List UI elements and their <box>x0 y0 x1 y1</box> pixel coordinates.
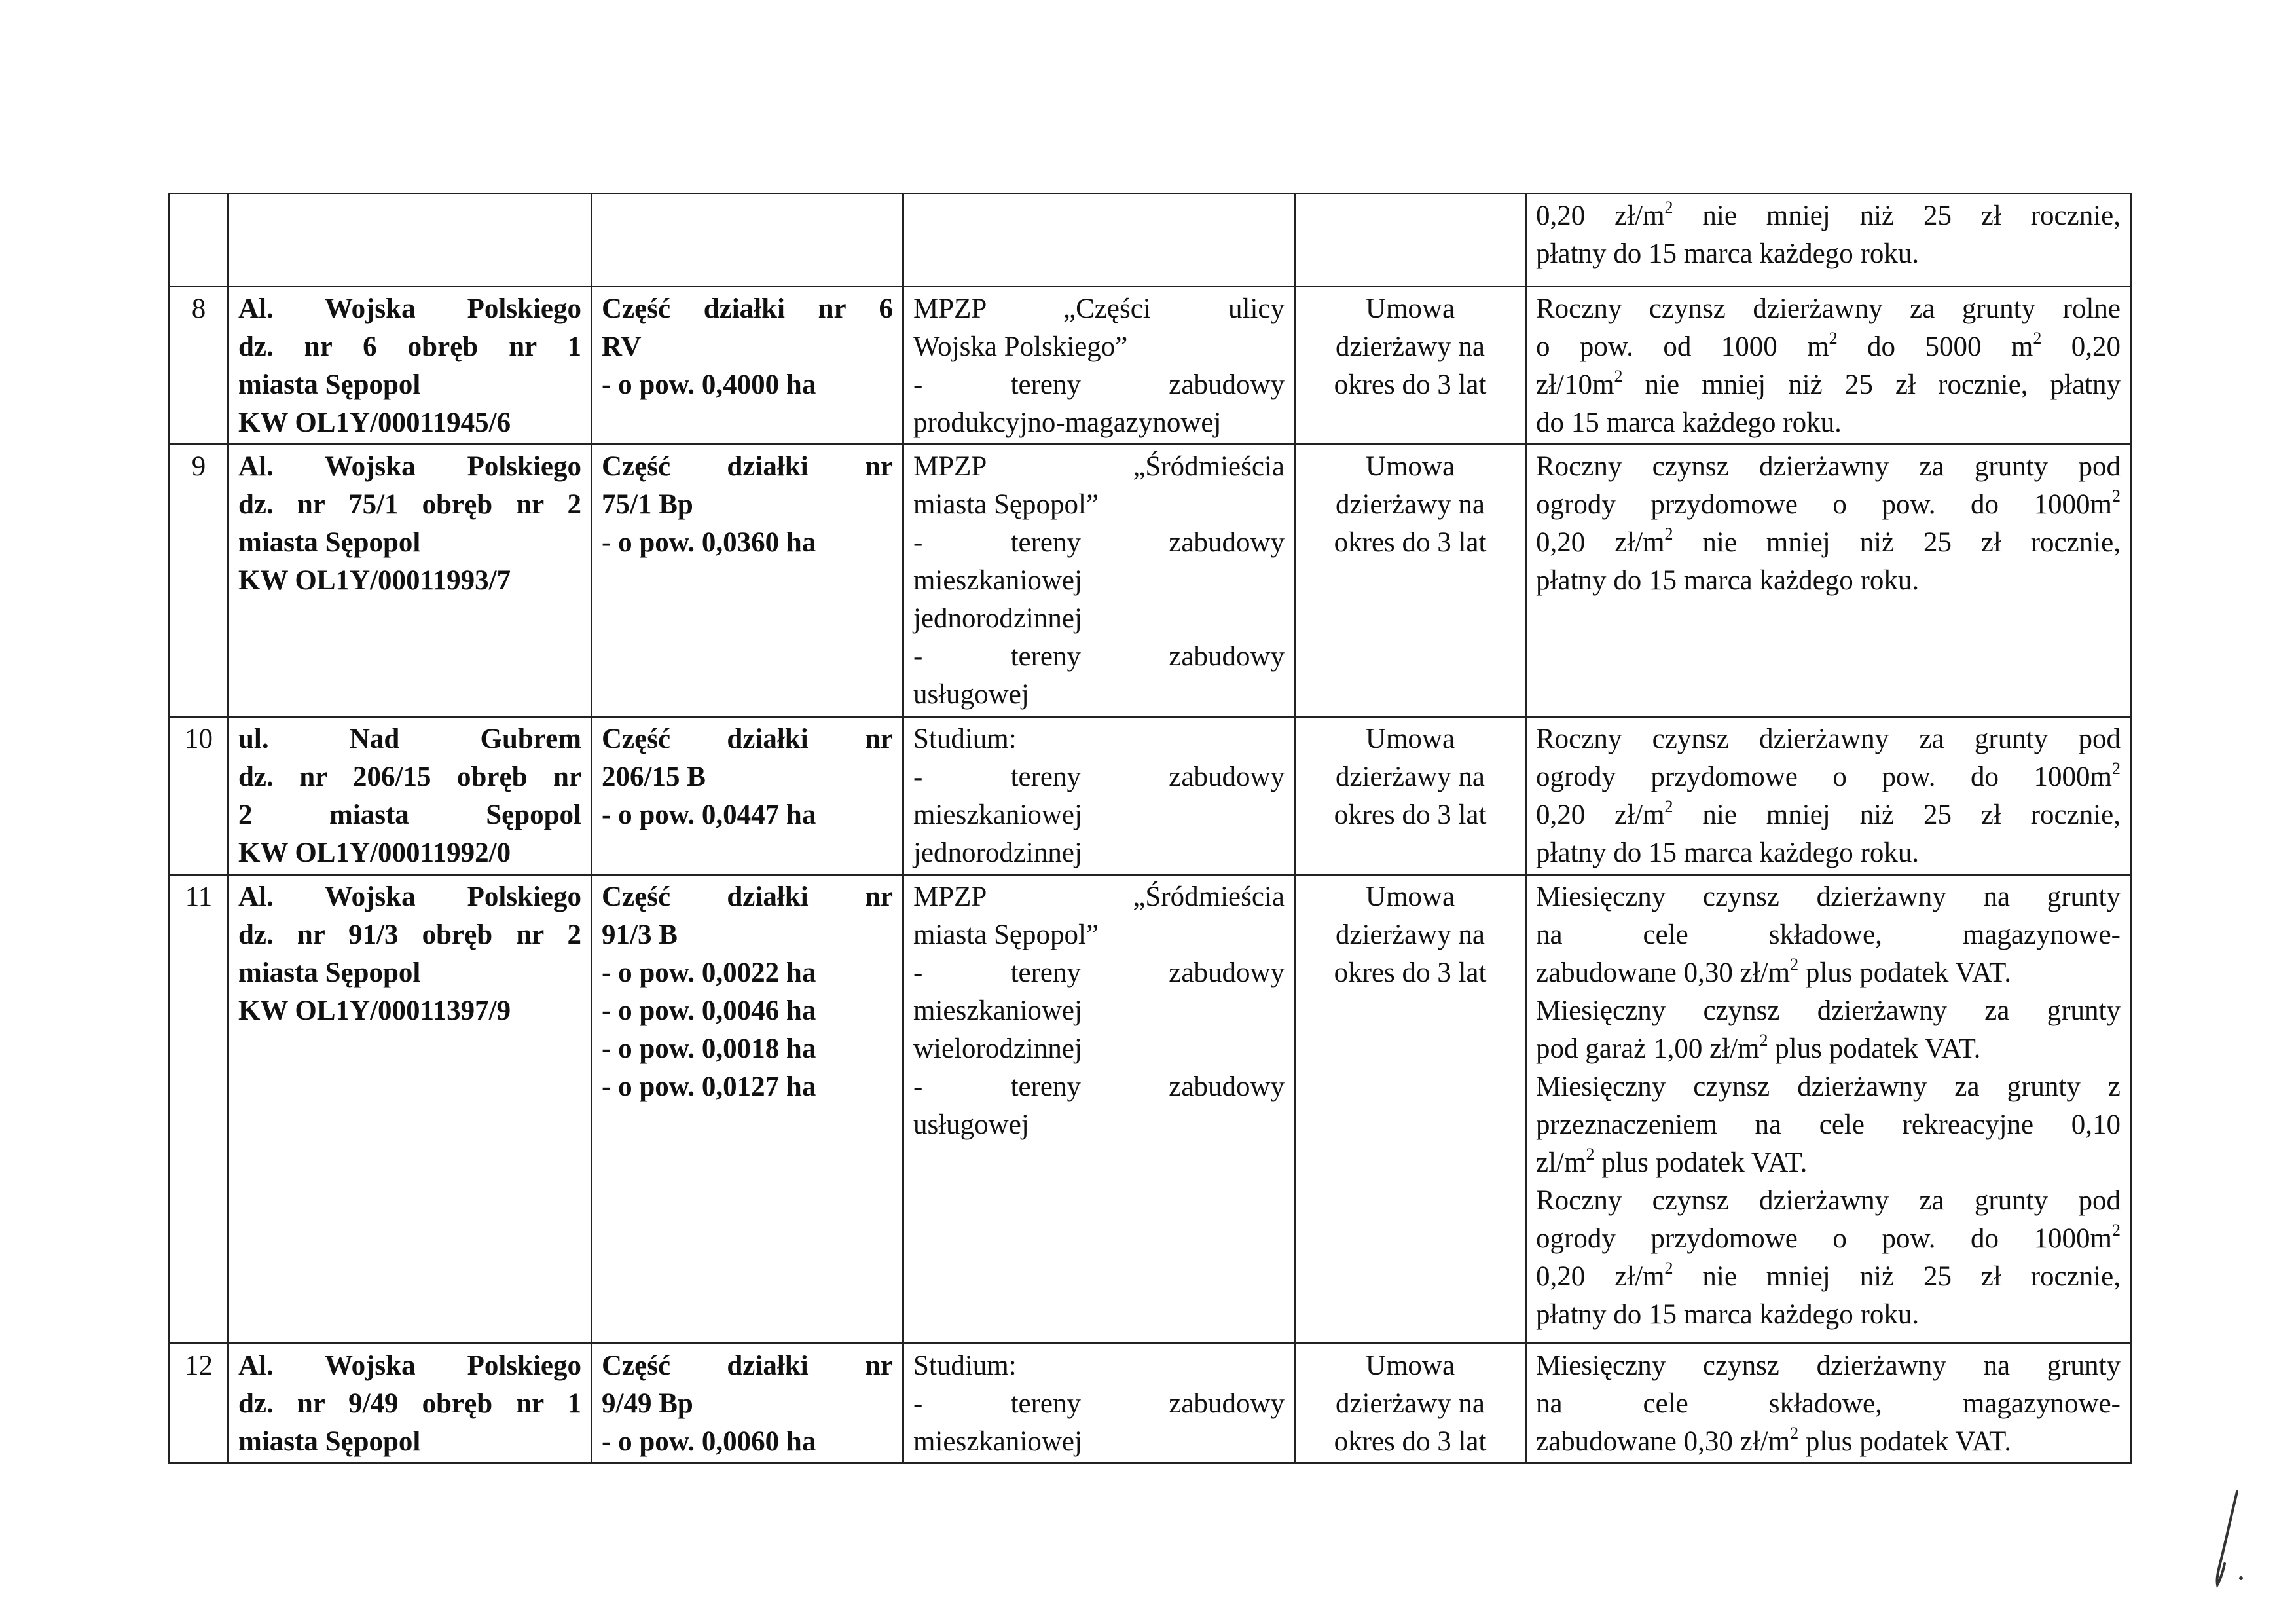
text-run: zl/m <box>1536 1147 1586 1178</box>
plan-line: MPZP „Śródmieścia <box>913 881 1285 912</box>
rent-line <box>1536 1220 2121 1258</box>
parcel-cell <box>592 194 903 287</box>
rent-line <box>1536 1347 2121 1385</box>
agreement-line: okres do 3 lat <box>1334 527 1487 558</box>
plan-line: Studium: <box>913 1350 1017 1381</box>
rent-line <box>1536 796 2121 834</box>
location-line: KW OL1Y/00011993/7 <box>238 565 511 596</box>
location-line: KW OL1Y/00011397/9 <box>238 995 511 1026</box>
location-line: KW OL1Y/00011992/0 <box>238 838 511 868</box>
parcel-line: 9/49 Bp <box>602 1388 693 1419</box>
plan-line: jednorodzinnej <box>913 838 1082 868</box>
rent-line <box>1536 235 2121 273</box>
superscript: 2 <box>2112 487 2121 506</box>
text-run: na cele składowe, magazynowe- <box>1536 1388 2121 1419</box>
text-run: na cele składowe, magazynowe- <box>1536 919 2121 950</box>
plan-line: MPZP „Części ulicy <box>913 293 1285 324</box>
rent-line <box>1536 197 2121 235</box>
text-run: ogrody przydomowe o pow. do 1000m <box>1536 489 2112 520</box>
text-run: Miesięczny czynsz dzierżawny na grunty <box>1536 1350 2121 1381</box>
parcel-line: Część działki nr <box>602 724 893 754</box>
plan-line: usługowej <box>913 1109 1029 1140</box>
agreement-line: dzierżawy na <box>1336 489 1485 520</box>
location-line: miasta Sępopol <box>238 957 421 988</box>
location-line: Al. Wojska Polskiego <box>238 451 581 482</box>
superscript: 2 <box>1790 1424 1799 1443</box>
parcel-cell <box>592 717 903 875</box>
rent-line <box>1536 834 2121 872</box>
text-run: plus podatek VAT. <box>1594 1147 1808 1178</box>
text-run: płatny do 15 marca każdego roku. <box>1536 565 1920 596</box>
superscript: 2 <box>1664 1259 1673 1278</box>
text-run: plus podatek VAT. <box>1768 1033 1981 1064</box>
plan-line: mieszkaniowej <box>913 800 1082 830</box>
text-run: plus podatek VAT. <box>1798 1426 2011 1457</box>
row-number <box>170 194 228 287</box>
lease-table <box>168 193 2132 1464</box>
rent-line <box>1536 290 2121 328</box>
rent-line <box>1536 954 2121 992</box>
location-cell <box>228 1344 592 1464</box>
rent-line <box>1536 1106 2121 1144</box>
text-run: Roczny czynsz dzierżawny za grunty pod <box>1536 724 2121 754</box>
agreement-line: dzierżawy na <box>1336 1388 1485 1419</box>
text-run: zabudowane 0,30 zł/m <box>1536 1426 1791 1457</box>
plan-line: miasta Sępopol” <box>913 489 1099 520</box>
rent-line <box>1536 720 2121 758</box>
rent-line <box>1536 916 2121 954</box>
plan-line: - tereny zabudowy <box>913 762 1285 792</box>
text-run: o pow. od 1000 m <box>1536 331 1829 362</box>
superscript: 2 <box>1586 1145 1595 1164</box>
superscript: 2 <box>1664 198 1673 217</box>
agreement-cell <box>1295 194 1526 287</box>
agreement-line: Umowa <box>1365 1350 1455 1381</box>
text-run: Miesięczny czynsz dzierżawny za grunty z <box>1536 1071 2121 1102</box>
parcel-cell <box>592 875 903 1344</box>
parcel-cell <box>592 1344 903 1464</box>
plan-line: jednorodzinnej <box>913 603 1082 634</box>
parcel-line: 75/1 Bp <box>602 489 693 520</box>
plan-line: Studium: <box>913 724 1017 754</box>
agreement-line: okres do 3 lat <box>1334 957 1487 988</box>
rent-line <box>1536 758 2121 796</box>
rent-line <box>1536 1296 2121 1334</box>
location-line: miasta Sępopol <box>238 527 421 558</box>
parcel-line: - o pow. 0,0022 ha <box>602 957 816 988</box>
rent-line <box>1536 366 2121 404</box>
table-row <box>170 875 2131 1344</box>
parcel-line: - o pow. 0,4000 ha <box>602 369 816 400</box>
parcel-line: Część działki nr <box>602 1350 893 1381</box>
parcel-line: - o pow. 0,0018 ha <box>602 1033 816 1064</box>
parcel-line: - o pow. 0,0447 ha <box>602 800 816 830</box>
text-run: Miesięczny czynsz dzierżawny za grunty <box>1536 995 2121 1026</box>
agreement-line: dzierżawy na <box>1336 331 1485 362</box>
lease-table-body <box>170 194 2131 1464</box>
row-number: 12 <box>170 1344 228 1464</box>
location-line: miasta Sępopol <box>238 369 421 400</box>
rent-line <box>1536 1258 2121 1296</box>
rent-line <box>1536 1423 2121 1461</box>
plan-line: - tereny zabudowy <box>913 369 1285 400</box>
parcel-line: - o pow. 0,0046 ha <box>602 995 816 1026</box>
parcel-line: Część działki nr <box>602 451 893 482</box>
superscript: 2 <box>1790 955 1799 974</box>
text-run: 0,20 zł/m <box>1536 800 1665 830</box>
location-cell <box>228 194 592 287</box>
location-line: Al. Wojska Polskiego <box>238 881 581 912</box>
rent-cell <box>1526 717 2131 875</box>
text-run: Miesięczny czynsz dzierżawny na grunty <box>1536 881 2121 912</box>
superscript: 2 <box>1664 525 1673 544</box>
parcel-cell <box>592 287 903 445</box>
agreement-cell <box>1295 1344 1526 1464</box>
plan-cell <box>903 1344 1295 1464</box>
plan-line: wielorodzinnej <box>913 1033 1082 1064</box>
text-run: przeznaczeniem na cele rekreacyjne 0,10 <box>1536 1109 2121 1140</box>
location-line: Al. Wojska Polskiego <box>238 1350 581 1381</box>
rent-line <box>1536 448 2121 486</box>
plan-cell <box>903 194 1295 287</box>
rent-cell <box>1526 875 2131 1344</box>
location-line: 2 miasta Sępopol <box>238 800 581 830</box>
parcel-line: Część działki nr 6 <box>602 293 893 324</box>
rent-line <box>1536 878 2121 916</box>
superscript: 2 <box>2033 329 2042 348</box>
text-run: zabudowane 0,30 zł/m <box>1536 957 1791 988</box>
location-cell <box>228 287 592 445</box>
rent-line <box>1536 1068 2121 1106</box>
row-number: 10 <box>170 717 228 875</box>
plan-line: - tereny zabudowy <box>913 527 1285 558</box>
text-run: do 15 marca każdego roku. <box>1536 407 1842 438</box>
rent-line <box>1536 1182 2121 1220</box>
parcel-line: - o pow. 0,0360 ha <box>602 527 816 558</box>
text-run: płatny do 15 marca każdego roku. <box>1536 838 1920 868</box>
table-row <box>170 1344 2131 1464</box>
text-run: ogrody przydomowe o pow. do 1000m <box>1536 1223 2112 1254</box>
rent-line <box>1536 1385 2121 1423</box>
superscript: 2 <box>2112 759 2121 778</box>
parcel-line: RV <box>602 331 642 362</box>
location-line: dz. nr 75/1 obręb nr 2 <box>238 489 581 520</box>
text-run: nie mniej niż 25 zł rocznie, <box>1673 200 2121 231</box>
text-run: płatny do 15 marca każdego roku. <box>1536 1299 1920 1330</box>
parcel-cell <box>592 445 903 717</box>
agreement-line: Umowa <box>1365 724 1455 754</box>
location-cell <box>228 875 592 1344</box>
rent-line <box>1536 1144 2121 1182</box>
text-run: nie mniej niż 25 zł rocznie, <box>1673 800 2121 830</box>
row-number: 11 <box>170 875 228 1344</box>
plan-line: Wojska Polskiego” <box>913 331 1128 362</box>
plan-line: - tereny zabudowy <box>913 957 1285 988</box>
superscript: 2 <box>1664 797 1673 816</box>
location-cell <box>228 445 592 717</box>
rent-cell <box>1526 445 2131 717</box>
agreement-line: okres do 3 lat <box>1334 800 1487 830</box>
agreement-line: dzierżawy na <box>1336 919 1485 950</box>
rent-line <box>1536 562 2121 600</box>
rent-line <box>1536 486 2121 524</box>
agreement-cell <box>1295 717 1526 875</box>
rent-cell <box>1526 194 2131 287</box>
plan-line: produkcyjno-magazynowej <box>913 407 1222 438</box>
text-run: ogrody przydomowe o pow. do 1000m <box>1536 762 2112 792</box>
table-row <box>170 445 2131 717</box>
plan-line: usługowej <box>913 679 1029 710</box>
plan-cell <box>903 717 1295 875</box>
location-line: dz. nr 91/3 obręb nr 2 <box>238 919 581 950</box>
plan-line: miasta Sępopol” <box>913 919 1099 950</box>
rent-cell <box>1526 1344 2131 1464</box>
plan-line: mieszkaniowej <box>913 995 1082 1026</box>
text-run: pod garaż 1,00 zł/m <box>1536 1033 1760 1064</box>
parcel-line: 91/3 B <box>602 919 678 950</box>
superscript: 2 <box>2112 1221 2121 1240</box>
location-line: KW OL1Y/00011945/6 <box>238 407 511 438</box>
location-line: ul. Nad Gubrem <box>238 724 581 754</box>
parcel-line: 206/15 B <box>602 762 706 792</box>
table-row <box>170 194 2131 287</box>
agreement-cell <box>1295 875 1526 1344</box>
parcel-line: Część działki nr <box>602 881 893 912</box>
plan-line: - tereny zabudowy <box>913 1071 1285 1102</box>
plan-line: mieszkaniowej <box>913 565 1082 596</box>
agreement-cell <box>1295 445 1526 717</box>
text-run: 0,20 zł/m <box>1536 527 1665 558</box>
agreement-cell <box>1295 287 1526 445</box>
location-line: Al. Wojska Polskiego <box>238 293 581 324</box>
text-run: plus podatek VAT. <box>1798 957 2011 988</box>
agreement-line: Umowa <box>1365 293 1455 324</box>
text-run: 0,20 <box>2041 331 2121 362</box>
agreement-line: okres do 3 lat <box>1334 369 1487 400</box>
location-line: dz. nr 206/15 obręb nr <box>238 762 581 792</box>
rent-line <box>1536 328 2121 366</box>
superscript: 2 <box>1829 329 1838 348</box>
superscript: 2 <box>1759 1031 1768 1050</box>
row-number: 8 <box>170 287 228 445</box>
text-run: do 5000 m <box>1837 331 2033 362</box>
agreement-line: Umowa <box>1365 881 1455 912</box>
text-run: płatny do 15 marca każdego roku. <box>1536 238 1920 269</box>
location-line: dz. nr 9/49 obręb nr 1 <box>238 1388 581 1419</box>
text-run: Roczny czynsz dzierżawny za grunty pod <box>1536 1185 2121 1216</box>
text-run: nie mniej niż 25 zł rocznie, <box>1673 527 2121 558</box>
table-row <box>170 717 2131 875</box>
rent-cell <box>1526 287 2131 445</box>
text-run: Roczny czynsz dzierżawny za grunty rolne <box>1536 293 2121 324</box>
location-line: miasta Sępopol <box>238 1426 421 1457</box>
text-run: Roczny czynsz dzierżawny za grunty pod <box>1536 451 2121 482</box>
plan-line: MPZP „Śródmieścia <box>913 451 1285 482</box>
rent-line <box>1536 992 2121 1030</box>
agreement-line: Umowa <box>1365 451 1455 482</box>
parcel-line: - o pow. 0,0127 ha <box>602 1071 816 1102</box>
parcel-line: - o pow. 0,0060 ha <box>602 1426 816 1457</box>
plan-line: - tereny zabudowy <box>913 641 1285 672</box>
text-run: nie mniej niż 25 zł rocznie, <box>1673 1261 2121 1292</box>
agreement-line: okres do 3 lat <box>1334 1426 1487 1457</box>
text-run: 0,20 zł/m <box>1536 200 1665 231</box>
table-row <box>170 287 2131 445</box>
superscript: 2 <box>1614 367 1623 386</box>
agreement-line: dzierżawy na <box>1336 762 1485 792</box>
plan-line: - tereny zabudowy <box>913 1388 1285 1419</box>
row-number: 9 <box>170 445 228 717</box>
rent-line <box>1536 404 2121 442</box>
text-run: zł/10m <box>1536 369 1614 400</box>
location-cell <box>228 717 592 875</box>
text-run: nie mniej niż 25 zł rocznie, płatny <box>1622 369 2121 400</box>
location-line: dz. nr 6 obręb nr 1 <box>238 331 581 362</box>
plan-line: mieszkaniowej <box>913 1426 1082 1457</box>
plan-cell <box>903 875 1295 1344</box>
rent-line <box>1536 524 2121 562</box>
text-run: 0,20 zł/m <box>1536 1261 1665 1292</box>
rent-line <box>1536 1030 2121 1068</box>
plan-cell <box>903 287 1295 445</box>
plan-cell <box>903 445 1295 717</box>
handwritten-signature <box>2203 1486 2255 1591</box>
